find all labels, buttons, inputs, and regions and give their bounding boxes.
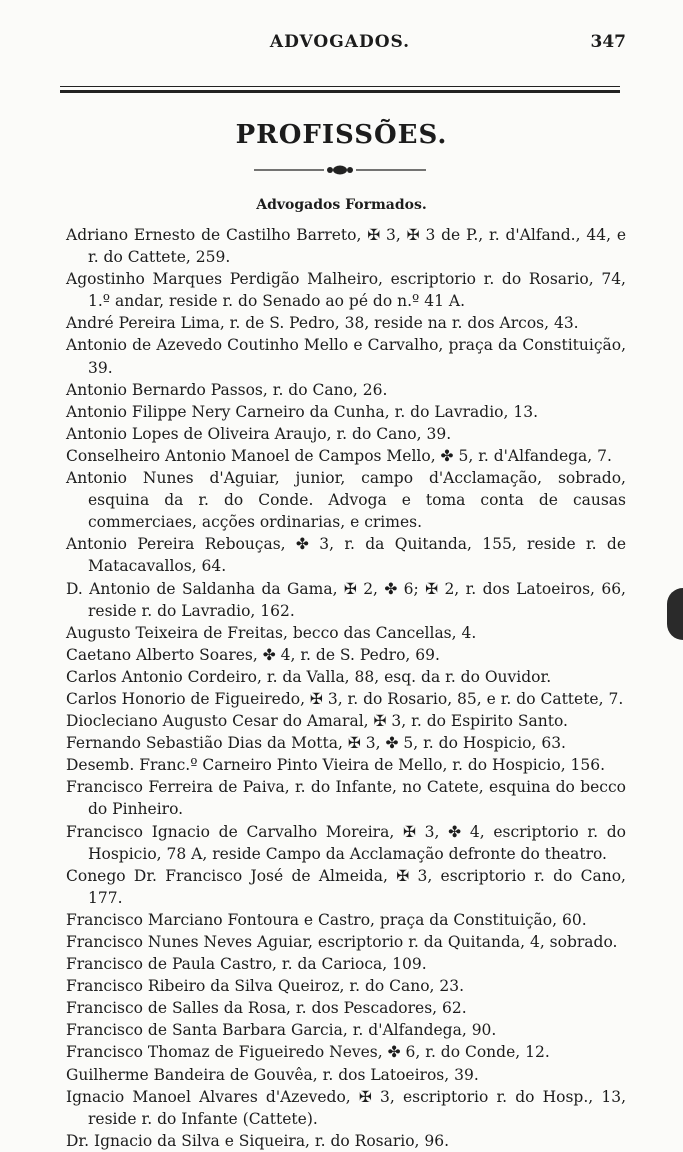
list-item: Antonio Lopes de Oliveira Araujo, r. do Cano, 39. — [66, 424, 452, 443]
list-item: Fernando Sebastião Dias da Motta, ✠ 3, ✤ 5, r. do Hospicio, 63. — [66, 734, 566, 753]
list-item: Augusto Teixeira de Freitas, becco das Cancellas, 4. — [66, 623, 477, 642]
list-item: Antonio Bernardo Passos, r. do Cano, 26. — [66, 380, 388, 399]
ornament-divider — [250, 162, 430, 178]
list-item: Desemb. Franc.º Carneiro Pinto Vieira de Mello, r. do Hospicio, 156. — [66, 756, 606, 775]
list-item: Diocleciano Augusto Cesar do Amaral, ✠ 3, r. do Espirito Santo. — [66, 712, 568, 731]
list-item: Agostinho Marques Perdigão Malheiro, escriptorio r. do Rosario, 74, 1.º andar, reside r. do Senado ao pé do n.º 41 A. — [66, 270, 626, 311]
list-item: Guilherme Bandeira de Gouvêa, r. dos Latoeiros, 39. — [66, 1065, 479, 1084]
list-item: Francisco de Paula Castro, r. da Carioca, 109. — [66, 955, 427, 974]
list-item: Francisco Nunes Neves Aguiar, escriptorio r. da Quitanda, 4, sobrado. — [66, 933, 618, 951]
list-item: Carlos Antonio Cordeiro, r. da Valla, 88, esq. da r. do Ouvidor. — [66, 667, 552, 686]
list-item: André Pereira Lima, r. de S. Pedro, 38, reside na r. dos Arcos, 43. — [66, 314, 579, 333]
list-item: Francisco de Santa Barbara Garcia, r. d'Alfandega, 90. — [66, 1021, 497, 1040]
list-item: Francisco de Salles da Rosa, r. dos Pescadores, 62. — [66, 999, 467, 1018]
entry-list — [66, 224, 626, 1152]
list-item: D. Antonio de Saldanha da Gama, ✠ 2, ✤ 6; ✠ 2, r. dos Latoeiros, 66, reside r. do Lavradio, 162. — [66, 579, 626, 620]
header-rule-thick — [60, 90, 620, 93]
list-item: Adriano Ernesto de Castilho Barreto, ✠ 3, ✠ 3 de P., r. d'Alfand., 44, e r. do Cattete, 259. — [66, 226, 626, 267]
list-item: Antonio Pereira Rebouças, ✤ 3, r. da Quitanda, 155, reside r. de Matacavallos, 64. — [66, 535, 626, 576]
section-title: PROFISSÕES. — [235, 120, 448, 150]
list-item: Francisco Ferreira de Paiva, r. do Infante, no Catete, esquina do becco do Pinheiro. — [66, 778, 626, 819]
page-number: 347 — [590, 32, 626, 52]
subsection-title: Advogados Formados. — [256, 197, 427, 213]
list-item: Francisco Thomaz de Figueiredo Neves, ✤ 6, r. do Conde, 12. — [66, 1043, 550, 1062]
list-item: Antonio Filippe Nery Carneiro da Cunha, r. do Lavradio, 13. — [66, 402, 539, 421]
list-item: Conselheiro Antonio Manoel de Campos Mello, ✤ 5, r. d'Alfandega, 7. — [66, 446, 612, 465]
list-item: Dr. Ignacio da Silva e Siqueira, r. do Rosario, 96. — [66, 1131, 450, 1150]
list-item: Ignacio Manoel Alvares d'Azevedo, ✠ 3, escriptorio r. do Hosp., 13, reside r. do Infante (Cattete). — [66, 1087, 626, 1128]
header-rule-thin — [60, 86, 620, 87]
list-item: Francisco Ribeiro da Silva Queiroz, r. do Cano, 23. — [66, 977, 465, 996]
list-item: Antonio Nunes d'Aguiar, junior, campo d'Acclamação, sobrado, esquina da r. do Conde. Advoga e toma conta de causas commerciaes, acções ordinarias, e crimes. — [66, 469, 626, 532]
list-item: Francisco Ignacio de Carvalho Moreira, ✠ 3, ✤ 4, escriptorio r. do Hospicio, 78 A, reside Campo da Acclamação defronte do theatro. — [66, 822, 626, 863]
list-item: Francisco Marciano Fontoura e Castro, praça da Constituição, 60. — [66, 910, 587, 929]
running-title: ADVOGADOS. — [269, 32, 411, 52]
list-item: Caetano Alberto Soares, ✤ 4, r. de S. Pedro, 69. — [66, 645, 440, 664]
list-item: Carlos Honorio de Figueiredo, ✠ 3, r. do Rosario, 85, e r. do Cattete, 7. — [66, 689, 624, 708]
margin-ink-blot — [667, 588, 683, 640]
list-item: Antonio de Azevedo Coutinho Mello e Carvalho, praça da Constituição, 39. — [66, 336, 626, 377]
running-head — [60, 32, 626, 56]
list-item: Conego Dr. Francisco José de Almeida, ✠ 3, escriptorio r. do Cano, 177. — [66, 866, 626, 907]
